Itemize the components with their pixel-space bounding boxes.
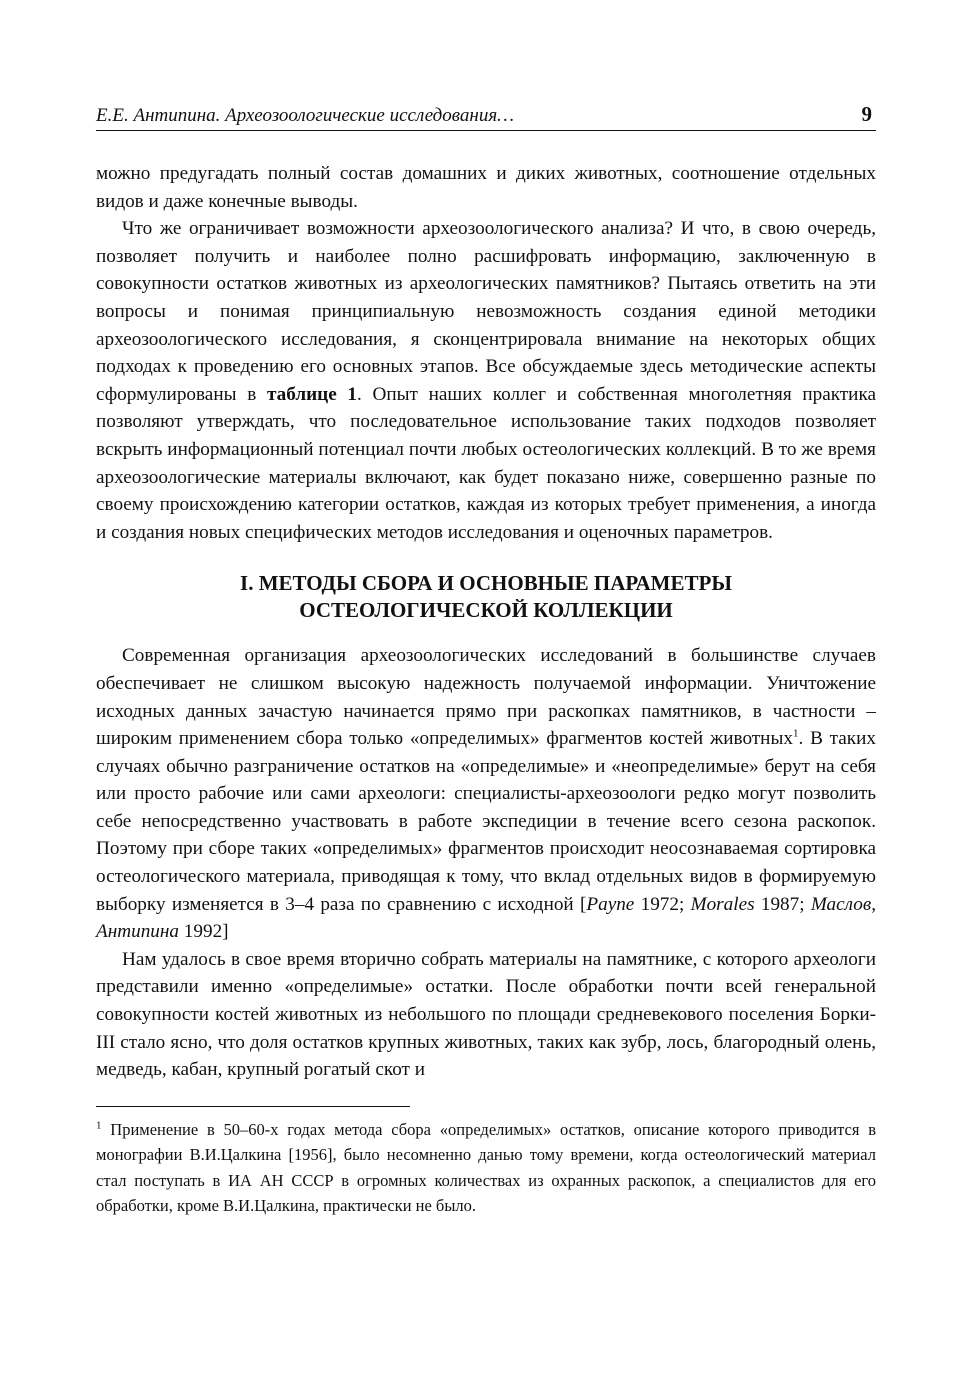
- paragraph-3-text-a: Современная организация археозоологических исследований в большинстве случаев обеспечивает не слишком высокую надежность получаемой информации. Уничтожение исходных данных зачастую начинается прямо при раскопках памятников, в частности – широким применением сбора только «определимых» фрагментов костей животных: [96, 645, 876, 750]
- footnote-divider: [96, 1106, 410, 1107]
- table-reference: таблице 1: [266, 383, 358, 405]
- paragraph-1: можно предугадать полный состав домашних и диких животных, соотношение отдельных видов и даже конечные выводы.: [96, 163, 876, 212]
- section-heading-line-1: I. МЕТОДЫ СБОРА И ОСНОВНЫЕ ПАРАМЕТРЫ: [240, 571, 732, 596]
- footnote: [96, 1117, 876, 1219]
- main-text: [96, 160, 876, 1218]
- running-title: Е.Е. Антипина. Археозоологические исследования…: [96, 105, 515, 126]
- citation-year-1: 1972;: [634, 893, 691, 915]
- page-number: 9: [861, 102, 872, 126]
- paragraph-3-text-b: . В таких случаях обычно разграничение остатков на «определимые» и «неопределимые» берут на себя или просто рабочие или сами археологи: специалисты-археозоологи редко могут позволить себе непосредственно участвовать в работе экспедиции в течение всего сезона раскопок. Поэтому при сборе таких «определимых» фрагментов происходит неосознаваемая сортировка остеологического материала, приводящая к тому, что вклад отдельных видов в формируемую выборку изменяется в 3–4 раза по сравнению с исходной [: [96, 728, 876, 915]
- citation-year-2: 1987;: [754, 893, 811, 915]
- citation-author-1: Payne: [586, 893, 635, 915]
- citation-author-2: Morales: [690, 893, 755, 915]
- paragraph-3: [96, 642, 876, 946]
- book-page: [96, 100, 876, 1218]
- footnote-reference: 1: [792, 727, 799, 740]
- citation-author-3: Маслов, Антипина: [96, 893, 876, 943]
- paragraph-2-text-a: Что же ограничивает возможности археозоологического анализа? И что, в свою очередь, позволяет получить и наиболее полно расшифровать информацию, заключенную в совокупности остатков животных из археологических памятников? Пытаясь ответить на эти вопросы и понимая принципиальную невозможность создания единой методики археозоологического исследования, я сконцентрировала внимание на некоторых общих подходах к проведению его основных этапов. Все обсуждаемые здесь методические аспекты сформулированы в: [96, 218, 876, 405]
- footnote-mark: 1: [96, 1119, 102, 1132]
- section-heading: [96, 570, 876, 624]
- paragraph-2: [96, 215, 876, 546]
- paragraph-2-text-b: . Опыт наших коллег и собственная многолетняя практика позволяют утверждать, что последовательное использование таких подходов позволяет вскрыть информационный потенциал почти любых остеологических коллекций. В то же время археозоологические материалы включают, как будет показано ниже, совершенно разные по своему происхождению категории остатков, каждая из которых требует применения, а иногда и создания новых специфических методов исследования и оценочных параметров.: [96, 383, 876, 543]
- citation-year-3: 1992]: [179, 921, 229, 943]
- paragraph-4: Нам удалось в свое время вторично собрать материалы на памятнике, с которого археологи представили именно «определимые» остатки. После обработки почти всей генеральной совокупности костей животных из небольшого по площади средневекового поселения Борки-III стало ясно, что доля остатков крупных животных, таких как зубр, лось, благородный олень, медведь, кабан, крупный рогатый скот и: [96, 948, 876, 1081]
- running-header: [96, 100, 876, 131]
- section-heading-line-2: ОСТЕОЛОГИЧЕСКОЙ КОЛЛЕКЦИИ: [299, 598, 673, 623]
- footnote-text: Применение в 50–60-х годах метода сбора «определимых» остатков, описание которого приводится в монографии В.И.Цалкина [1956], было несомненно данью тому времени, когда остеологический материал стал поступать в ИА АН СССР в огромных количествах из охранных раскопок, а специалистов для его обработки, кроме В.И.Цалкина, практически не было.: [96, 1119, 876, 1216]
